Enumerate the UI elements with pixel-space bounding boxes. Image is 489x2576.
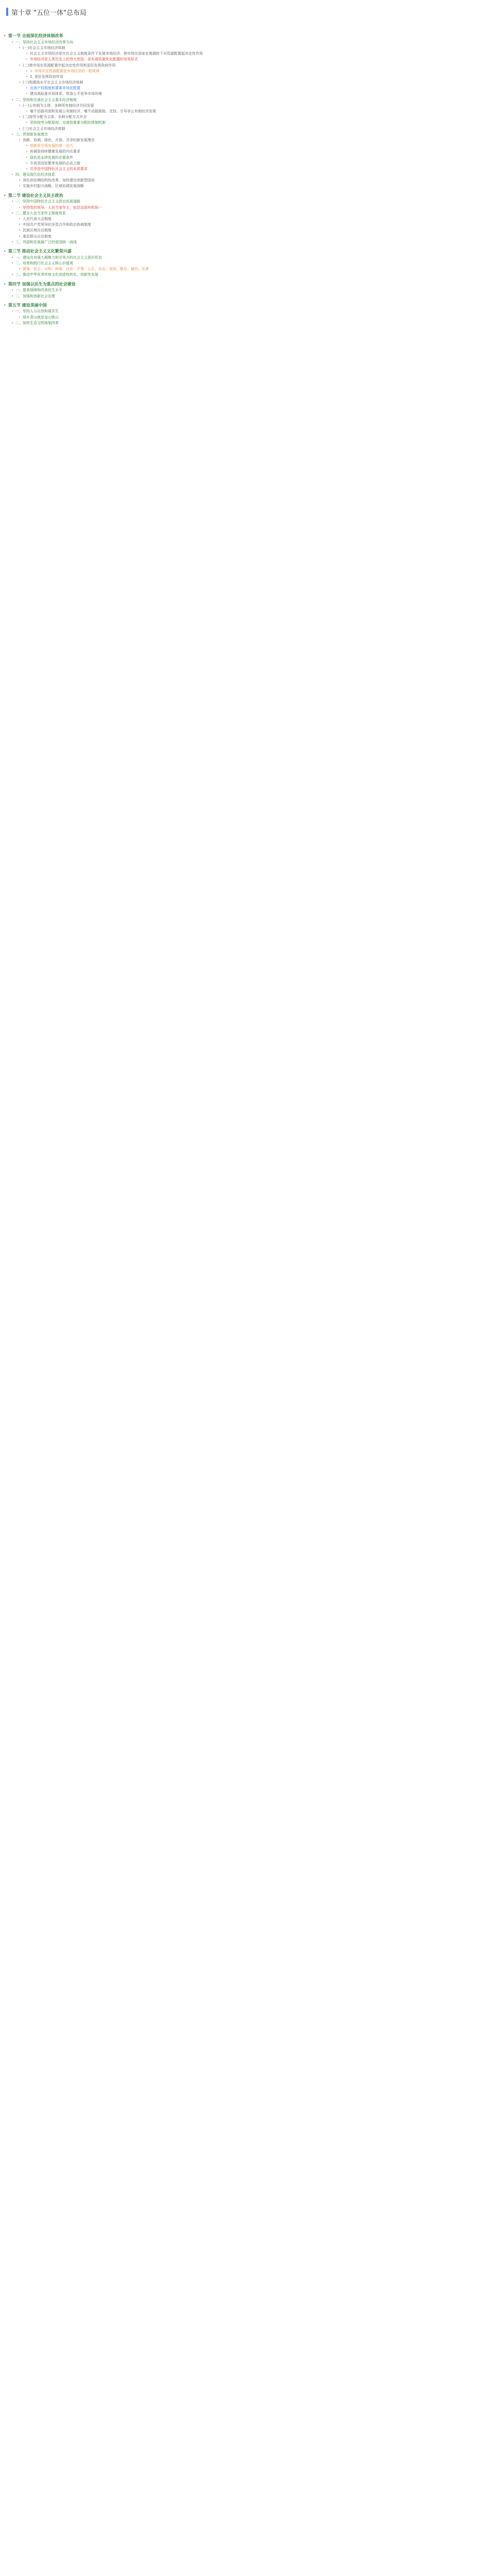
node-bullet-icon: • [26, 69, 28, 73]
node-bullet-icon: • [26, 155, 28, 160]
node-bullet-icon: • [19, 103, 21, 108]
outline-node-text: (二)使市场在资源配置中起决定性作用和更好发挥政府作用 [23, 63, 116, 67]
outline-node-text: (三)社会主义市场经济体制 [23, 126, 65, 131]
outline-node-text: 一、提高保障和改善民生水平 [15, 288, 62, 293]
outline-node[interactable] [4, 40, 483, 45]
outline-node[interactable] [4, 63, 483, 69]
node-bullet-icon: • [19, 80, 21, 85]
outline-node-text: 绿色是永续发展的必要条件 [30, 155, 73, 160]
outline-node[interactable] [4, 281, 483, 288]
outline-node[interactable] [4, 91, 483, 97]
outline-node[interactable] [4, 248, 483, 255]
outline-node[interactable] [4, 234, 483, 240]
outline-node-text: 三、巩固和发展最广泛的爱国统一战线 [15, 240, 77, 244]
node-bullet-icon: • [19, 234, 21, 239]
outline-node[interactable] [4, 261, 483, 266]
outline-node-text: 1. 市场决定资源配置是市场经济的一般规律 [30, 69, 99, 73]
outline-node[interactable] [4, 294, 483, 299]
node-bullet-icon: • [11, 261, 14, 265]
outline-node-text: (一)社会主义市场经济体制 [23, 45, 65, 50]
outline-node[interactable] [4, 211, 483, 216]
outline-node[interactable] [4, 97, 483, 103]
outline-node[interactable] [4, 155, 483, 161]
node-bullet-icon: • [26, 149, 28, 154]
node-bullet-icon: • [19, 223, 21, 227]
node-bullet-icon: • [26, 52, 28, 56]
node-bullet-icon: • [19, 115, 21, 120]
outline-node[interactable] [4, 315, 483, 320]
outline-node-text: 三、推动中华优秀传统文化创造性转化、创新性发展 [15, 273, 98, 277]
node-bullet-icon: • [26, 92, 28, 96]
outline-node[interactable] [4, 69, 483, 74]
outline-node[interactable] [4, 216, 483, 222]
outline-node-text: 实施乡村振兴战略、区域协调发展战略 [23, 184, 84, 189]
node-bullet-icon: • [11, 320, 14, 325]
outline-node-text: (一)公有制为主体、多种所有制经济共同发展 [23, 103, 94, 108]
outline-node[interactable] [4, 126, 483, 132]
node-bullet-icon: ▸ [4, 193, 6, 197]
outline-node-text: 协调是持续健康发展的内在要求 [30, 149, 80, 154]
node-bullet-icon: • [19, 63, 21, 67]
page-header [6, 4, 86, 20]
outline-node-text: 富强、民主、文明、和谐；自由、平等、公正、法治；爱国、敬业、诚信、友善 [23, 267, 149, 272]
outline-node-text: 第五节 建设美丽中国 [8, 302, 47, 308]
outline-node-text: 人民代表大会制度 [23, 217, 51, 222]
outline-tree [4, 30, 483, 326]
outline-node-text: 二、健全人民当家作主制度体系 [15, 211, 66, 215]
outline-node[interactable] [4, 255, 483, 261]
node-bullet-icon: • [11, 132, 14, 137]
outline-node-text: 一、建设具有强大凝聚力和引领力的社会主义意识形态 [15, 255, 102, 260]
outline-node[interactable] [4, 205, 483, 211]
outline-node-text: 共享是中国特色社会主义的本质要求 [30, 166, 88, 171]
outline-node-text: 二、培育和践行社会主义核心价值观 [15, 261, 73, 265]
node-bullet-icon: • [26, 166, 28, 171]
node-bullet-icon: • [26, 86, 28, 91]
outline-node-text: 深化供给侧结构性改革，加快建设创新型国家 [23, 178, 95, 183]
node-bullet-icon: • [19, 315, 21, 319]
outline-node-text: 创新是引领发展的第一动力 [30, 144, 73, 148]
outline-node-text: 三、贯彻新发展理念 [15, 132, 48, 137]
node-bullet-icon: • [19, 205, 21, 210]
outline-node[interactable] [4, 320, 483, 326]
outline-node[interactable] [4, 193, 483, 199]
outline-node-text: 开放是国家繁荣发展的必由之路 [30, 161, 80, 165]
outline-node[interactable] [4, 149, 483, 155]
outline-node[interactable] [4, 74, 483, 80]
outline-node-text: 一、坚持社会主义市场经济改革方向 [15, 40, 73, 44]
outline-node[interactable] [4, 33, 483, 40]
outline-node[interactable] [4, 266, 483, 272]
outline-node-text: 第四节 加强以民生为重点的社会建设 [8, 281, 76, 286]
outline-node-text: (三)构建高水平社会主义市场经济体制 [23, 80, 83, 85]
outline-node[interactable] [4, 222, 483, 228]
node-bullet-icon: ▸ [4, 33, 6, 38]
node-bullet-icon: • [26, 109, 28, 114]
node-bullet-icon: • [19, 217, 21, 222]
outline-node[interactable] [4, 178, 483, 183]
outline-node-text: 二、加强和创新社会治理 [15, 294, 55, 298]
node-bullet-icon: • [11, 199, 14, 204]
node-bullet-icon: • [19, 126, 21, 131]
outline-node[interactable] [4, 143, 483, 149]
outline-node-text: 毫不动摇巩固和发展公有制经济，毫不动摇鼓励、支持、引导非公有制经济发展 [30, 109, 156, 114]
outline-node-text: 第一节 全面深化经济体制改革 [8, 33, 63, 38]
outline-node[interactable] [4, 120, 483, 126]
node-bullet-icon: • [19, 228, 21, 233]
outline-node-text: 第二节 建设社会主义民主政治 [8, 193, 63, 198]
outline-node-text: 一、坚持人与自然和谐共生 [15, 309, 59, 314]
node-bullet-icon: • [11, 240, 14, 244]
node-bullet-icon: • [19, 184, 21, 189]
outline-node-text: (二)按劳分配为主体、多种分配方式并存 [23, 115, 87, 120]
node-bullet-icon: • [11, 173, 14, 177]
node-bullet-icon: • [11, 40, 14, 44]
node-bullet-icon: • [26, 161, 28, 165]
outline-node[interactable] [4, 309, 483, 314]
outline-node[interactable] [4, 302, 483, 309]
node-bullet-icon: • [11, 288, 14, 293]
outline-node-text: 社会主义市场经济是在社会主义制度条件下发展市场经济，使市场在国家宏观调控下对资源配置起决定性作用 [30, 52, 203, 56]
outline-node-text: 二、加快生态文明体制改革 [15, 320, 59, 325]
node-bullet-icon: • [11, 309, 14, 314]
outline-node-text: 市场经济是人类历史上的伟大创造，是实现资源优化配置的有效形式 [30, 57, 138, 62]
outline-node[interactable] [4, 132, 483, 138]
outline-node-text: 绿水青山就是金山银山 [23, 315, 59, 319]
outline-node[interactable] [4, 138, 483, 143]
outline-node-text: 创新、协调、绿色、开放、共享的新发展理念 [23, 138, 95, 142]
outline-node[interactable] [4, 183, 483, 189]
node-bullet-icon: • [11, 294, 14, 298]
outline-node-text: 二、坚持和完善社会主义基本经济制度 [15, 97, 77, 102]
outline-node-text: 民族区域自治制度 [23, 228, 51, 233]
node-bullet-icon: ▸ [4, 281, 6, 286]
outline-node[interactable] [4, 45, 483, 51]
title-marker [6, 8, 8, 16]
page-title: 第十章 "五位一体"总布局 [11, 9, 87, 17]
outline-node[interactable] [4, 103, 483, 109]
outline-node[interactable] [4, 228, 483, 233]
outline-node[interactable] [4, 109, 483, 114]
node-bullet-icon: • [11, 273, 14, 277]
outline-node-text: 建设高标准市场体系，营造公平竞争市场环境 [30, 92, 102, 96]
node-bullet-icon: • [26, 57, 28, 62]
outline-node-text: 第三节 推动社会主义文化繁荣兴盛 [8, 248, 72, 253]
outline-node[interactable] [4, 199, 483, 205]
node-bullet-icon: • [26, 144, 28, 148]
outline-node-text: 四、建设现代化经济体系 [15, 173, 55, 177]
outline-node[interactable] [4, 86, 483, 91]
node-bullet-icon: ▸ [4, 302, 6, 307]
outline-node[interactable] [4, 51, 483, 57]
outline-node[interactable] [4, 161, 483, 166]
outline-node[interactable] [4, 114, 483, 120]
node-bullet-icon: • [19, 267, 21, 272]
outline-node-text: 中国共产党领导的多党合作和政治协商制度 [23, 223, 91, 227]
node-bullet-icon: • [26, 74, 28, 79]
outline-node[interactable] [4, 166, 483, 172]
outline-node[interactable] [4, 287, 483, 293]
node-bullet-icon: • [11, 255, 14, 260]
node-bullet-icon: • [26, 121, 28, 125]
outline-node[interactable] [4, 80, 483, 86]
outline-node[interactable] [4, 172, 483, 178]
outline-node-text: 坚持党的领导、人民当家作主、依法治国有机统一 [23, 205, 102, 210]
outline-node[interactable] [4, 272, 483, 278]
node-bullet-icon: • [11, 97, 14, 102]
node-bullet-icon: ▸ [4, 248, 6, 253]
node-bullet-icon: • [11, 211, 14, 215]
outline-node-text: 完善产权制度和要素市场化配置 [30, 86, 80, 91]
outline-node-text: 2. 更好发挥政府作用 [30, 74, 63, 79]
node-bullet-icon: • [19, 178, 21, 183]
outline-node[interactable] [4, 240, 483, 245]
outline-node-text: 坚持按劳分配原则，完善按要素分配的体制机制 [30, 121, 106, 125]
outline-node[interactable] [4, 57, 483, 62]
outline-node-text: 基层群众自治制度 [23, 234, 51, 239]
node-bullet-icon: • [19, 138, 21, 142]
node-bullet-icon: • [19, 45, 21, 50]
outline-node-text: 一、坚持中国特色社会主义政治发展道路 [15, 199, 80, 204]
